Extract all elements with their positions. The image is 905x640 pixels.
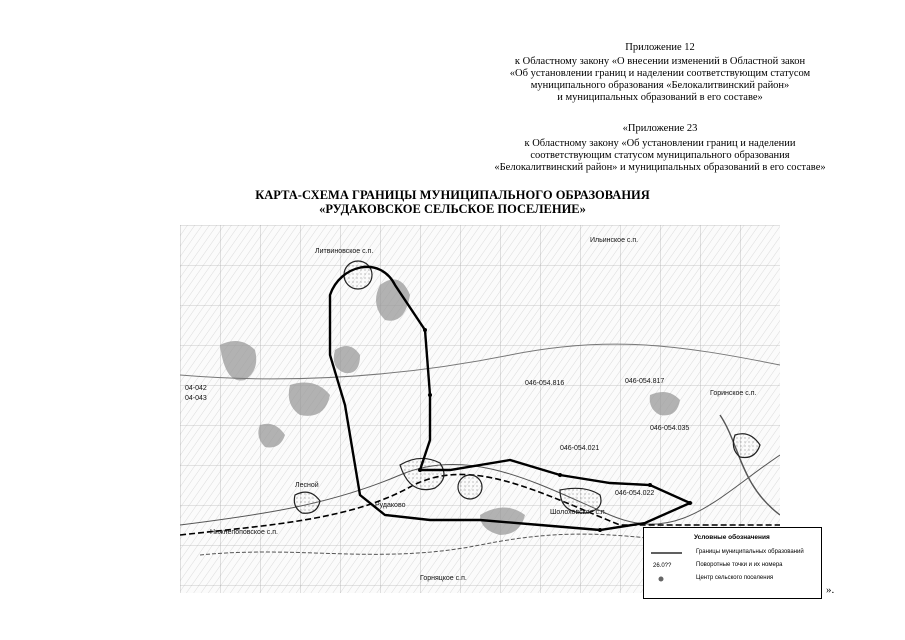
point-label: 046-054.035 bbox=[650, 425, 690, 432]
turning-point-icon: 26.0?? bbox=[653, 563, 672, 569]
label-lochinsk: Лесной bbox=[295, 482, 319, 489]
point-label: 04-043 bbox=[185, 395, 207, 402]
legend-label-center: Центр сельского поселения bbox=[696, 575, 774, 581]
legend-row-boundary bbox=[649, 548, 817, 558]
label-gornyatskoe: Горняцкое с.п. bbox=[420, 575, 467, 582]
point-label: 046-054.816 bbox=[525, 380, 565, 387]
appendix12-line-3: муниципального образования «Белокалитвинский район» bbox=[530, 80, 790, 91]
label-gorinskoe: Горинское с.п. bbox=[710, 390, 757, 397]
boundary-line-icon bbox=[649, 548, 684, 558]
appendix12-line-2: «Об установлении границ и наделении соответствующим статусом bbox=[509, 68, 811, 79]
point-label: 04-042 bbox=[185, 385, 207, 392]
appendix23-title: «Приложение 23 bbox=[622, 123, 698, 134]
legend-row-points bbox=[649, 561, 817, 571]
label-litvinovskoe: Литвиновское с.п. bbox=[315, 248, 374, 255]
map-legend bbox=[643, 527, 822, 599]
legend-label-boundary: Границы муниципальных образований bbox=[696, 549, 804, 555]
appendix12-line-1: к Областному закону «О внесении изменений в Областной закон bbox=[514, 56, 806, 67]
appendix23-line-2: соответствующим статусом муниципального образования bbox=[530, 150, 790, 161]
label-sholokhovskoe: Шолоховское с.п. bbox=[550, 509, 607, 516]
closing-quote: ». bbox=[826, 584, 835, 596]
appendix12-title: Приложение 12 bbox=[625, 42, 695, 53]
point-label: 046-054.022 bbox=[615, 490, 655, 497]
label-rudakovo: Рудаково bbox=[375, 502, 406, 509]
legend-title: Условные обозначения bbox=[694, 534, 770, 541]
map-title-line-2: «РУДАКОВСКОЕ СЕЛЬСКОЕ ПОСЕЛЕНИЕ» bbox=[319, 202, 586, 216]
settlement-center-icon bbox=[649, 574, 684, 584]
legend-label-points: Поворотные точки и их номера bbox=[696, 562, 783, 568]
map-title-line-1: КАРТА-СХЕМА ГРАНИЦЫ МУНИЦИПАЛЬНОГО ОБРАЗОВАНИЯ bbox=[255, 188, 650, 202]
appendix12-line-4: и муниципальных образований в его составе» bbox=[557, 92, 763, 103]
point-label: 046-054.817 bbox=[625, 378, 665, 385]
label-nizhnepopovskoe: Нижнепоповское с.п. bbox=[210, 529, 278, 536]
appendix23-line-1: к Областному закону «Об установлении границ и наделении bbox=[524, 138, 796, 149]
appendix23-line-3: «Белокалитвинский район» и муниципальных образований в его составе» bbox=[494, 162, 826, 173]
label-ilinskoe: Ильинское с.п. bbox=[590, 237, 639, 244]
legend-row-center bbox=[649, 574, 817, 584]
point-label: 046-054.021 bbox=[560, 445, 600, 452]
